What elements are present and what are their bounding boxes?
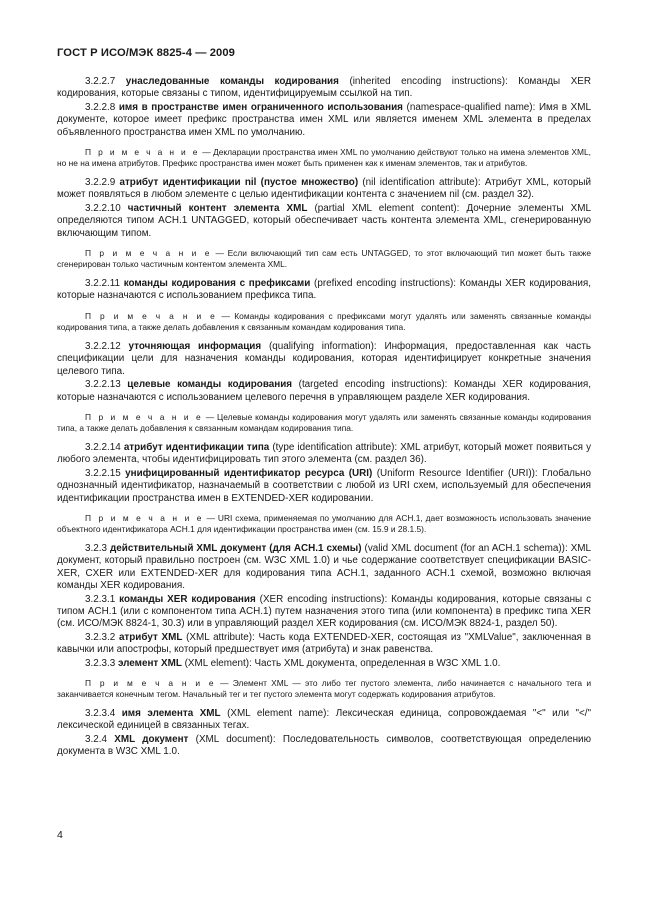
defined-term: атрибут идентификации nil (пустое множество) xyxy=(119,177,359,189)
definition-text: (partial XML element content): Дочерние элементы XML определяются типом ACH.1 UNTAGGED, который обеспечивает часть контента элемента XML, сгенерированную включающим типом. xyxy=(57,202,591,239)
definition-text: (namespace-qualified name): Имя в XML документе, которое имеет префикс пространства имен XML или является именем XML элемента в пределах объявленного пространства имен XML по умолчанию. xyxy=(57,101,591,138)
definition-text: (prefixed encoding instructions): Команды XER кодирования, которые назначаются с использованием префикса типа. xyxy=(57,278,592,302)
defined-term: элемент XML xyxy=(117,657,182,669)
definition-paragraph xyxy=(57,102,591,139)
definition-paragraph xyxy=(57,468,591,505)
document-body xyxy=(57,76,591,760)
defined-term: команды XER кодирования xyxy=(119,593,256,605)
clause-number: 3.2.2.11 xyxy=(85,278,120,290)
defined-term: имя элемента XML xyxy=(121,708,221,719)
note-label: П р и м е ч а н и е xyxy=(85,310,218,321)
definition-text: (inherited encoding instructions): Команды XER кодирования, которые связаны с типом, идентифицируемым ссылкой на тип. xyxy=(57,76,591,100)
definition-text: (Uniform Resource Identifier (URI)): Глобально однозначный идентификатор, назначаемый в соответствии с любой из URI схем, используемый для обеспечения идентификации пространства имен в EXTENDED-XER кодировании. xyxy=(57,467,592,504)
note-text: — Если включающий тип сам есть UNTAGGED, то этот включающий тип может быть также сгенерирован только частичным контентом элемента XML. xyxy=(57,248,591,270)
clause-number: 3.2.4 xyxy=(85,733,107,745)
clause-number: 3.2.3.4 xyxy=(85,708,116,719)
defined-term: имя в пространстве имен ограниченного использования xyxy=(118,101,403,113)
clause-number: 3.2.2.7 xyxy=(85,76,116,87)
page-header-title: ГОСТ Р ИСО/МЭК 8825-4 — 2009 xyxy=(57,47,236,59)
note-text: — Элемент XML — это либо тег пустого элемента, либо начинается с начального тега и заканчивается конечным тегом. Начальный тег и тег пустого элемента могут содержать кодирования атрибутов. xyxy=(57,678,591,699)
definition-paragraph xyxy=(57,177,591,202)
definition-text: (type identification attribute): XML атрибут, который может появиться у любого элемента, чтобы идентифицировать тип этого элемента (см. раздел 36). xyxy=(57,441,592,466)
clause-number: 3.2.3.3 xyxy=(85,657,116,669)
definition-paragraph xyxy=(57,708,591,733)
definition-paragraph xyxy=(57,203,591,240)
clause-number: 3.2.2.10 xyxy=(85,202,121,214)
defined-term: команды кодирования с префиксами xyxy=(123,278,311,290)
defined-term: унаследованные команды кодирования xyxy=(125,76,339,87)
definition-text: (XER encoding instructions): Команды кодирования, которые связаны с типом ACH.1 (или с компонентом типа ACH.1) путем назначения этого типа (или компонента) в префикс типа XER (см. ИСО/МЭК 8824-1, 30.3) или в управляющий раздел XER кодирования (см. ИСО/МЭК 8824-1, раздел 50). xyxy=(57,593,592,630)
note-text: — Команды кодирования с префиксами могут удалять или заменять связанные команды кодирования типа, а также делать добавления к связанным командам кодирования типа. xyxy=(57,310,591,332)
definition-text: (XML element): Часть XML документа, определенная в W3C XML 1.0. xyxy=(181,657,501,669)
note-paragraph xyxy=(57,311,591,333)
definition-text: (qualifying information): Информация, предоставленная как часть спецификации цели для назначения команды кодирования, которая идентифицирует конкретные значения целевого типа. xyxy=(57,340,591,377)
clause-number: 3.2.2.9 xyxy=(85,177,116,189)
definition-text: (nil identification attribute): Атрибут XML, который может появляться в любом элементе с целью идентификации контента с значением nil (см. раздел 32). xyxy=(57,177,591,201)
defined-term: частичный контент элемента XML xyxy=(127,202,308,214)
clause-number: 3.2.2.8 xyxy=(85,101,116,113)
clause-number: 3.2.2.12 xyxy=(85,340,121,352)
note-label: П р и м е ч а н и е xyxy=(85,512,204,523)
clause-number: 3.2.3 xyxy=(85,542,107,554)
note-paragraph xyxy=(57,248,591,270)
clause-number: 3.2.2.13 xyxy=(85,379,121,391)
definition-paragraph xyxy=(57,594,591,631)
definition-paragraph xyxy=(57,543,591,593)
note-label: П р и м е ч а н и е xyxy=(85,248,212,259)
note-text: — Декларации пространства имен XML по умолчанию действуют только на имена элементов XML, но не на имена атрибутов. Префикс пространства имен может быть применен как к именам элементов, так и атрибутов. xyxy=(57,147,591,169)
definition-paragraph xyxy=(57,278,591,303)
definition-text: (valid XML document (for an ACH.1 schema)): XML документ, который правильно построен (см. W3C XML 1.0) и чье содержание соответствует спецификации BASIC-XER, CXER или EXTENDED-XER для кодирования типа ACH.1, заданного ACH.1 схемой, возможно включая команды XER кодирования. xyxy=(57,542,592,592)
defined-term: целевые команды кодирования xyxy=(127,379,293,391)
definition-paragraph xyxy=(57,734,591,759)
definition-paragraph xyxy=(57,379,591,404)
note-label: П р и м е ч а н и е xyxy=(85,411,203,422)
note-paragraph xyxy=(57,678,591,700)
note-label: П р и м е ч а н и е xyxy=(85,147,200,158)
defined-term: атрибут XML xyxy=(118,631,183,643)
definition-paragraph xyxy=(57,76,591,101)
defined-term: атрибут идентификации типа xyxy=(123,441,270,453)
defined-term: XML документ xyxy=(114,733,189,745)
definition-text: (XML attribute): Часть кода EXTENDED-XER, состоящая из "XMLValue", заключенная в кавычки или апострофы, который предшествует имя (атрибута) и знак равенства. xyxy=(57,631,591,656)
note-paragraph xyxy=(57,412,591,434)
clause-number: 3.2.3.1 xyxy=(85,593,116,605)
note-paragraph xyxy=(57,513,591,535)
note-paragraph xyxy=(57,147,591,169)
definition-paragraph xyxy=(57,632,591,657)
definition-text: (targeted encoding instructions): Команды XER кодирования, которые назначаются с использованием целевого перечня в управляющем разделе XER кодирования. xyxy=(57,379,591,403)
definition-paragraph xyxy=(57,341,591,378)
defined-term: действительный XML документ (для ACH.1 схемы) xyxy=(109,542,362,554)
clause-number: 3.2.3.2 xyxy=(85,631,116,643)
definition-text: (XML document): Последовательность символов, соответствующая определению документа в W3C XML 1.0. xyxy=(57,733,591,758)
clause-number: 3.2.2.14 xyxy=(85,441,121,453)
definition-paragraph xyxy=(57,658,591,670)
note-text: — URI схема, применяемая по умолчанию для ACH.1, дает возможность использовать значение объектного идентификатора ACH.1 для идентификации пространства имен (см. 15.9 и 28.1.5). xyxy=(57,512,591,534)
defined-term: уточняющая информация xyxy=(128,340,262,352)
page-number: 4 xyxy=(57,829,63,841)
definition-paragraph xyxy=(57,442,591,467)
note-text: — Целевые команды кодирования могут удалять или заменять связанные команды кодирования типа, а также делать добавления к связанным командам кодирования типа. xyxy=(57,411,591,433)
clause-number: 3.2.2.15 xyxy=(85,467,121,479)
defined-term: унифицированный идентификатор ресурса (URI) xyxy=(125,467,373,479)
definition-text: (XML element name): Лексическая единица, сопровождаемая "<" или "</" лексической единицей в связанных тегах. xyxy=(57,708,592,732)
note-label: П р и м е ч а н и е xyxy=(85,678,216,688)
